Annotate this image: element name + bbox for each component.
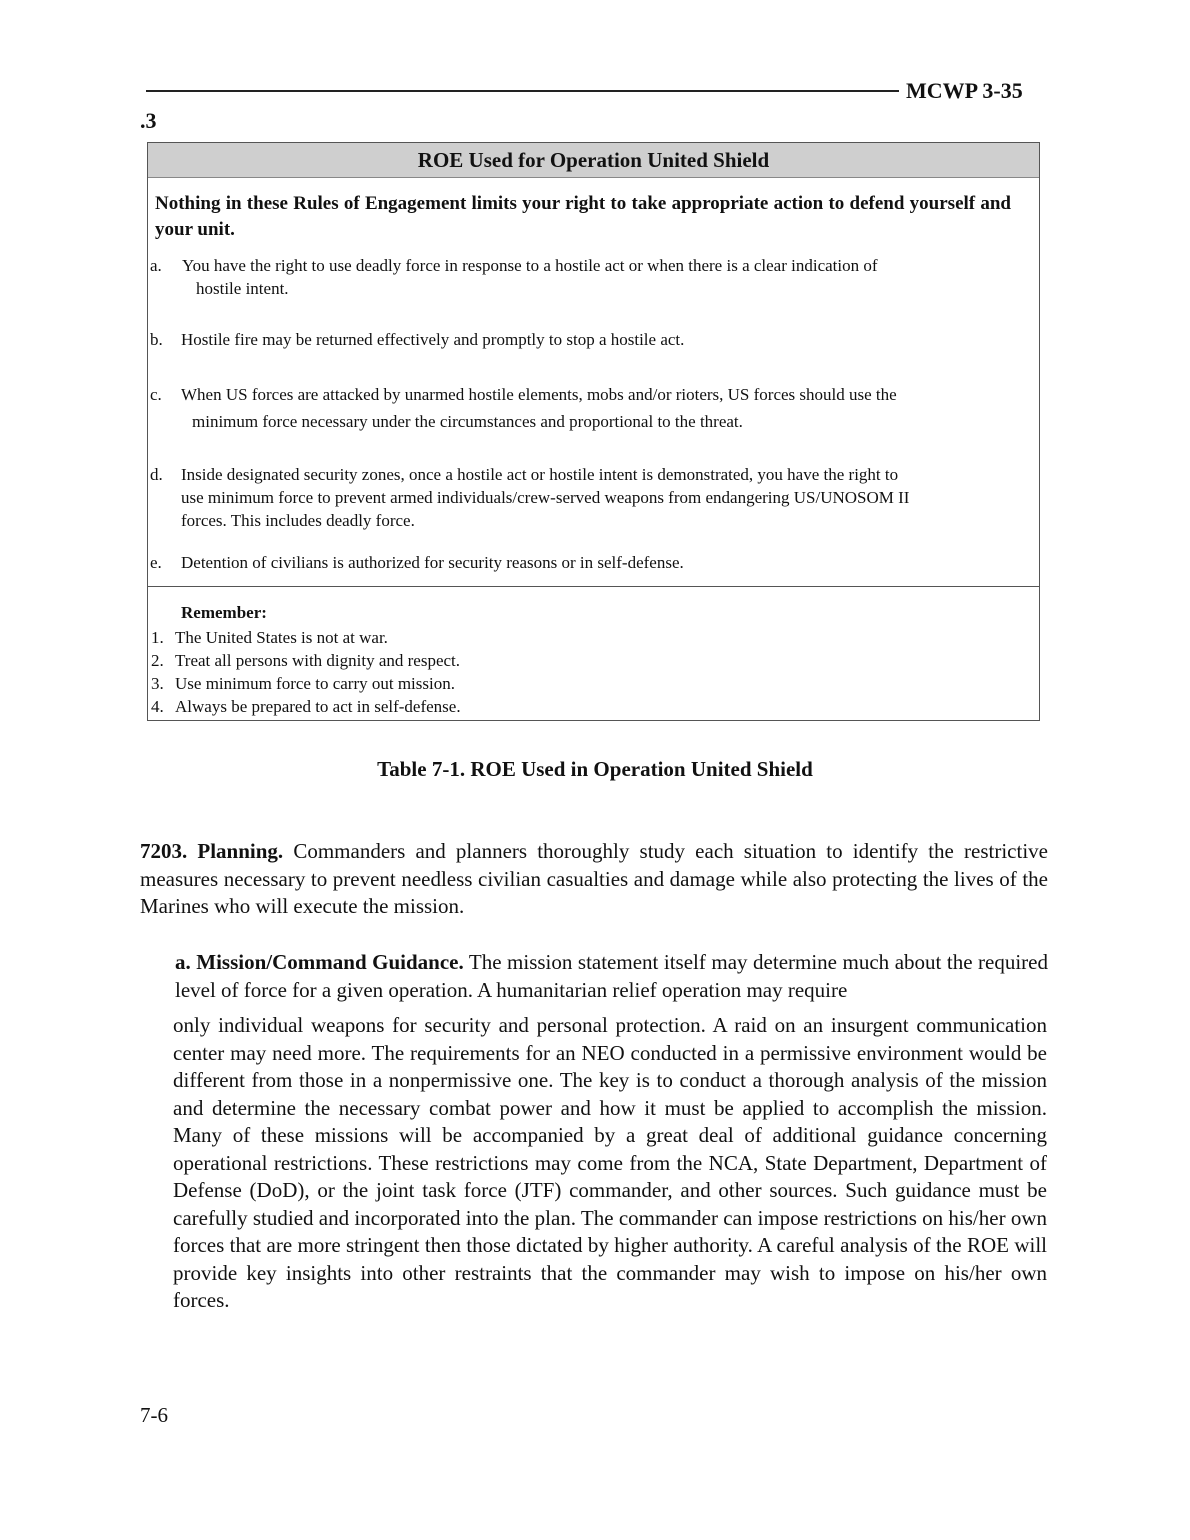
- roe-item-letter: a.: [150, 256, 162, 275]
- roe-item-text: You have the right to use deadly force in response to a hostile act or when there is a clear indication of: [182, 256, 878, 275]
- roe-item-text: forces. This includes deadly force.: [181, 511, 415, 530]
- planning-heading: 7203. Planning.: [140, 839, 284, 863]
- roe-item-text: Hostile fire may be returned effectively and promptly to stop a hostile act.: [181, 330, 685, 349]
- remember-item-text: Always be prepared to act in self-defense.: [175, 697, 461, 716]
- roe-table-divider: [148, 586, 1039, 587]
- table-caption: Table 7-1. ROE Used in Operation United Shield: [377, 757, 813, 781]
- remember-item-text: Use minimum force to carry out mission.: [175, 674, 455, 693]
- mission-guidance-text: The mission statement itself may determine much about the required level of force for a given operation. A humanitarian relief operation may require: [175, 950, 1048, 1002]
- roe-item-letter: c.: [150, 385, 162, 404]
- roe-table: [147, 142, 1040, 721]
- remember-item-number: 1.: [151, 628, 164, 647]
- roe-item-text: minimum force necessary under the circumstances and proportional to the threat.: [192, 412, 743, 431]
- mission-guidance-paragraph: [175, 949, 1048, 1004]
- page-number: 7-6: [140, 1403, 168, 1427]
- mission-guidance-heading: a. Mission/Command Guidance.: [175, 950, 464, 974]
- roe-item-letter: e.: [150, 553, 162, 572]
- remember-item-number: 4.: [151, 697, 164, 716]
- document-id: MCWP 3-35: [906, 78, 1023, 103]
- remember-item-number: 3.: [151, 674, 164, 693]
- remember-heading: Remember:: [181, 603, 267, 622]
- section-marker: .3: [140, 108, 157, 133]
- roe-item-text: use minimum force to prevent armed individuals/crew-served weapons from endangering US/UNOSOM II: [181, 488, 910, 507]
- remember-item-number: 2.: [151, 651, 164, 670]
- remember-item-text: Treat all persons with dignity and respect.: [175, 651, 461, 670]
- roe-intro: Nothing in these Rules of Engagement limits your right to take appropriate action to defend yourself and your unit.: [155, 193, 1011, 240]
- roe-item-letter: d.: [150, 465, 163, 484]
- header-rule: [146, 90, 899, 92]
- roe-item-letter: b.: [150, 330, 163, 349]
- roe-item-text: hostile intent.: [196, 279, 289, 298]
- roe-item-text: When US forces are attacked by unarmed hostile elements, mobs and/or rioters, US forces should use the: [181, 385, 897, 404]
- roe-item-text: Inside designated security zones, once a hostile act or hostile intent is demonstrated, you have the right to: [181, 465, 899, 484]
- remember-item-text: The United States is not at war.: [175, 628, 388, 647]
- planning-text: Commanders and planners thoroughly study each situation to identify the restrictive measures necessary to prevent needless civilian casualties and damage while also protecting the lives of the Marines who will execute the mission.: [140, 839, 1048, 918]
- roe-item-text: Detention of civilians is authorized for security reasons or in self-defense.: [181, 553, 684, 572]
- mission-guidance-continuation: only individual weapons for security and personal protection. A raid on an insurgent communication center may need more. The requirements for an NEO conducted in a permissive environment would be different from those in a nonpermissive one. The key is to conduct a thorough analysis of the mission and determine the necessary combat power and how it must be applied to accomplish the mission. Many of these missions will be accompanied by a great deal of additional guidance concerning operational restrictions. These restrictions may come from the NCA, State Department, Department of Defense (DoD), or the joint task force (JTF) commander, and other sources. Such guidance must be carefully studied and incorporated into the plan. The commander can impose restrictions on his/her own forces that are more stringent then those dictated by higher authority. A careful analysis of the ROE will provide key insights into other restraints that the commander may wish to impose on his/her own forces.: [173, 1013, 1047, 1312]
- planning-paragraph: [140, 838, 1048, 921]
- roe-table-title: ROE Used for Operation United Shield: [148, 143, 1039, 178]
